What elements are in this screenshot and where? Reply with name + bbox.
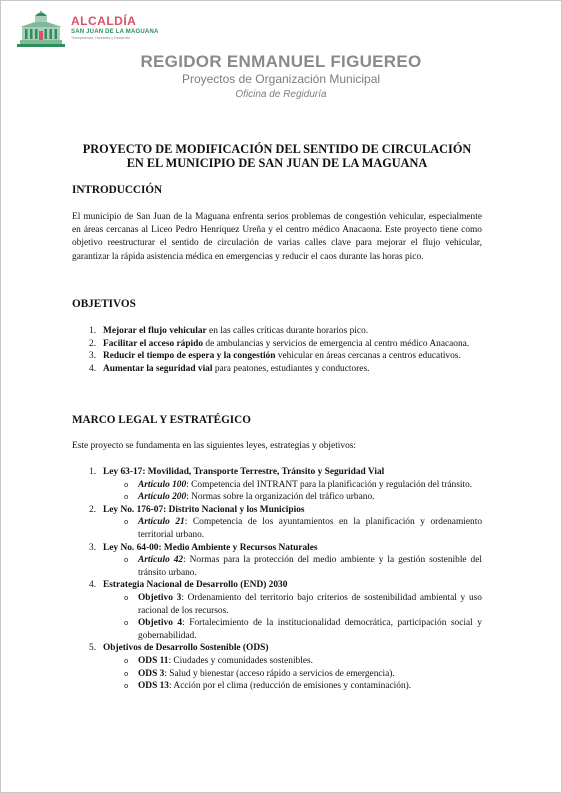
legal-intro: Este proyecto se fundamenta en las siguientes leyes, estrategias y objetivos: [72,441,357,451]
sub-item: o Objetivo 3: Ordenamiento del territorio bajo criterios de sostenibilidad ambiental y uso racional de los recursos. [124,592,482,616]
alcaldia-logo [15,11,160,49]
list-item: 2. Ley No. 176-07: Distrito Nacional y los Municipios [89,504,305,515]
sub-item: o Objetivo 4: Fortalecimiento de la institucionalidad democrática, participación social y gobernabilidad. [124,618,482,641]
objectives-heading: OBJETIVOS [72,298,136,310]
list-item: 2. Facilitar el acceso rápido de ambulancias y servicios de emergencia al centro médico Anacaona. [89,338,470,349]
sub-item: o ODS 11: Ciudades y comunidades sostenibles. [124,655,313,666]
legal-list [72,466,482,693]
logo-tagline: Transparencia, Honradez y Desarrollo [71,36,131,40]
bullet-icon: o [124,619,129,628]
intro-heading: INTRODUCCIÓN [72,184,163,196]
bullet-icon: o [124,682,129,691]
bullet-icon: o [124,493,129,502]
logo-title: ALCALDÍA [71,14,137,28]
intro-paragraph: El municipio de San Juan de la Maguana enfrenta serios problemas de congestión vehicular, especialmente en áreas cercanas al Liceo Pedro Henríquez Ureña y el centro médico Anacaona. Este proyecto tiene como objetivo reestructurar el sentido de circulación de varias calles clave para mejorar el flujo vehicular, garantizar la rápida asistencia médica en emergencias y reducir el caos durante las horas pico. [72,212,482,262]
bullet-icon: o [124,593,129,602]
sub-item: o ODS 3: Salud y bienestar (acceso rápido a servicios de emergencia). [124,668,395,679]
list-item: 1. Ley 63-17: Movilidad, Transporte Terrestre, Tránsito y Seguridad Vial [89,467,385,477]
sub-item: o Artículo 42: Normas para la protección del medio ambiente y la gestión sostenible del tránsito urbano. [124,555,482,578]
legal-heading: MARCO LEGAL Y ESTRATÉGICO [72,414,251,426]
objectives-list [72,325,482,375]
bullet-icon: o [124,480,129,489]
list-item: 4. Estrategia Nacional de Desarrollo (END) 2030 [89,580,288,591]
list-item: 1. Mejorar el flujo vehicular en las calles críticas durante horarios pico. [89,326,369,336]
header-project: Proyectos de Organización Municipal [181,72,381,86]
sub-item: o ODS 13: Acción por el clima (reducción de emisiones y contaminación). [124,681,412,692]
sub-item: o Artículo 21: Competencia de los ayuntamientos en la planificación y ordenamiento territorial urbano. [124,517,483,540]
list-item: 4. Aumentar la seguridad vial para peatones, estudiantes y conductores. [89,363,370,374]
list-item: 5. Objetivos de Desarrollo Sostenible (ODS) [89,643,269,654]
title-line-2: EN EL MUNICIPIO DE SAN JUAN DE LA MAGUANA [126,156,428,170]
bullet-icon: o [124,518,129,527]
bullet-icon: o [124,556,129,565]
list-item: 3. Reducir el tiempo de espera y la congestión vehicular en áreas cercanas a centros educativos. [89,351,461,362]
bullet-icon: o [124,669,129,678]
list-item: 3. Ley No. 64-00: Medio Ambiente y Recursos Naturales [89,542,318,553]
regidor-name: REGIDOR ENMANUEL FIGUEREO [140,52,422,71]
sub-item: o Artículo 200: Normas sobre la organización del tráfico urbano. [124,492,375,503]
document-title [51,142,503,170]
header-office: Oficina de Regiduría [235,89,327,100]
logo-subtitle: SAN JUAN DE LA MAGUANA [71,29,159,35]
sub-item: o Artículo 100: Competencia del INTRANT para la planificación y regulación del tránsito. [124,479,473,490]
bullet-icon: o [124,656,129,665]
city-hall-icon [15,11,67,49]
title-line-1: PROYECTO DE MODIFICACIÓN DEL SENTIDO DE CIRCULACIÓN [82,142,472,156]
